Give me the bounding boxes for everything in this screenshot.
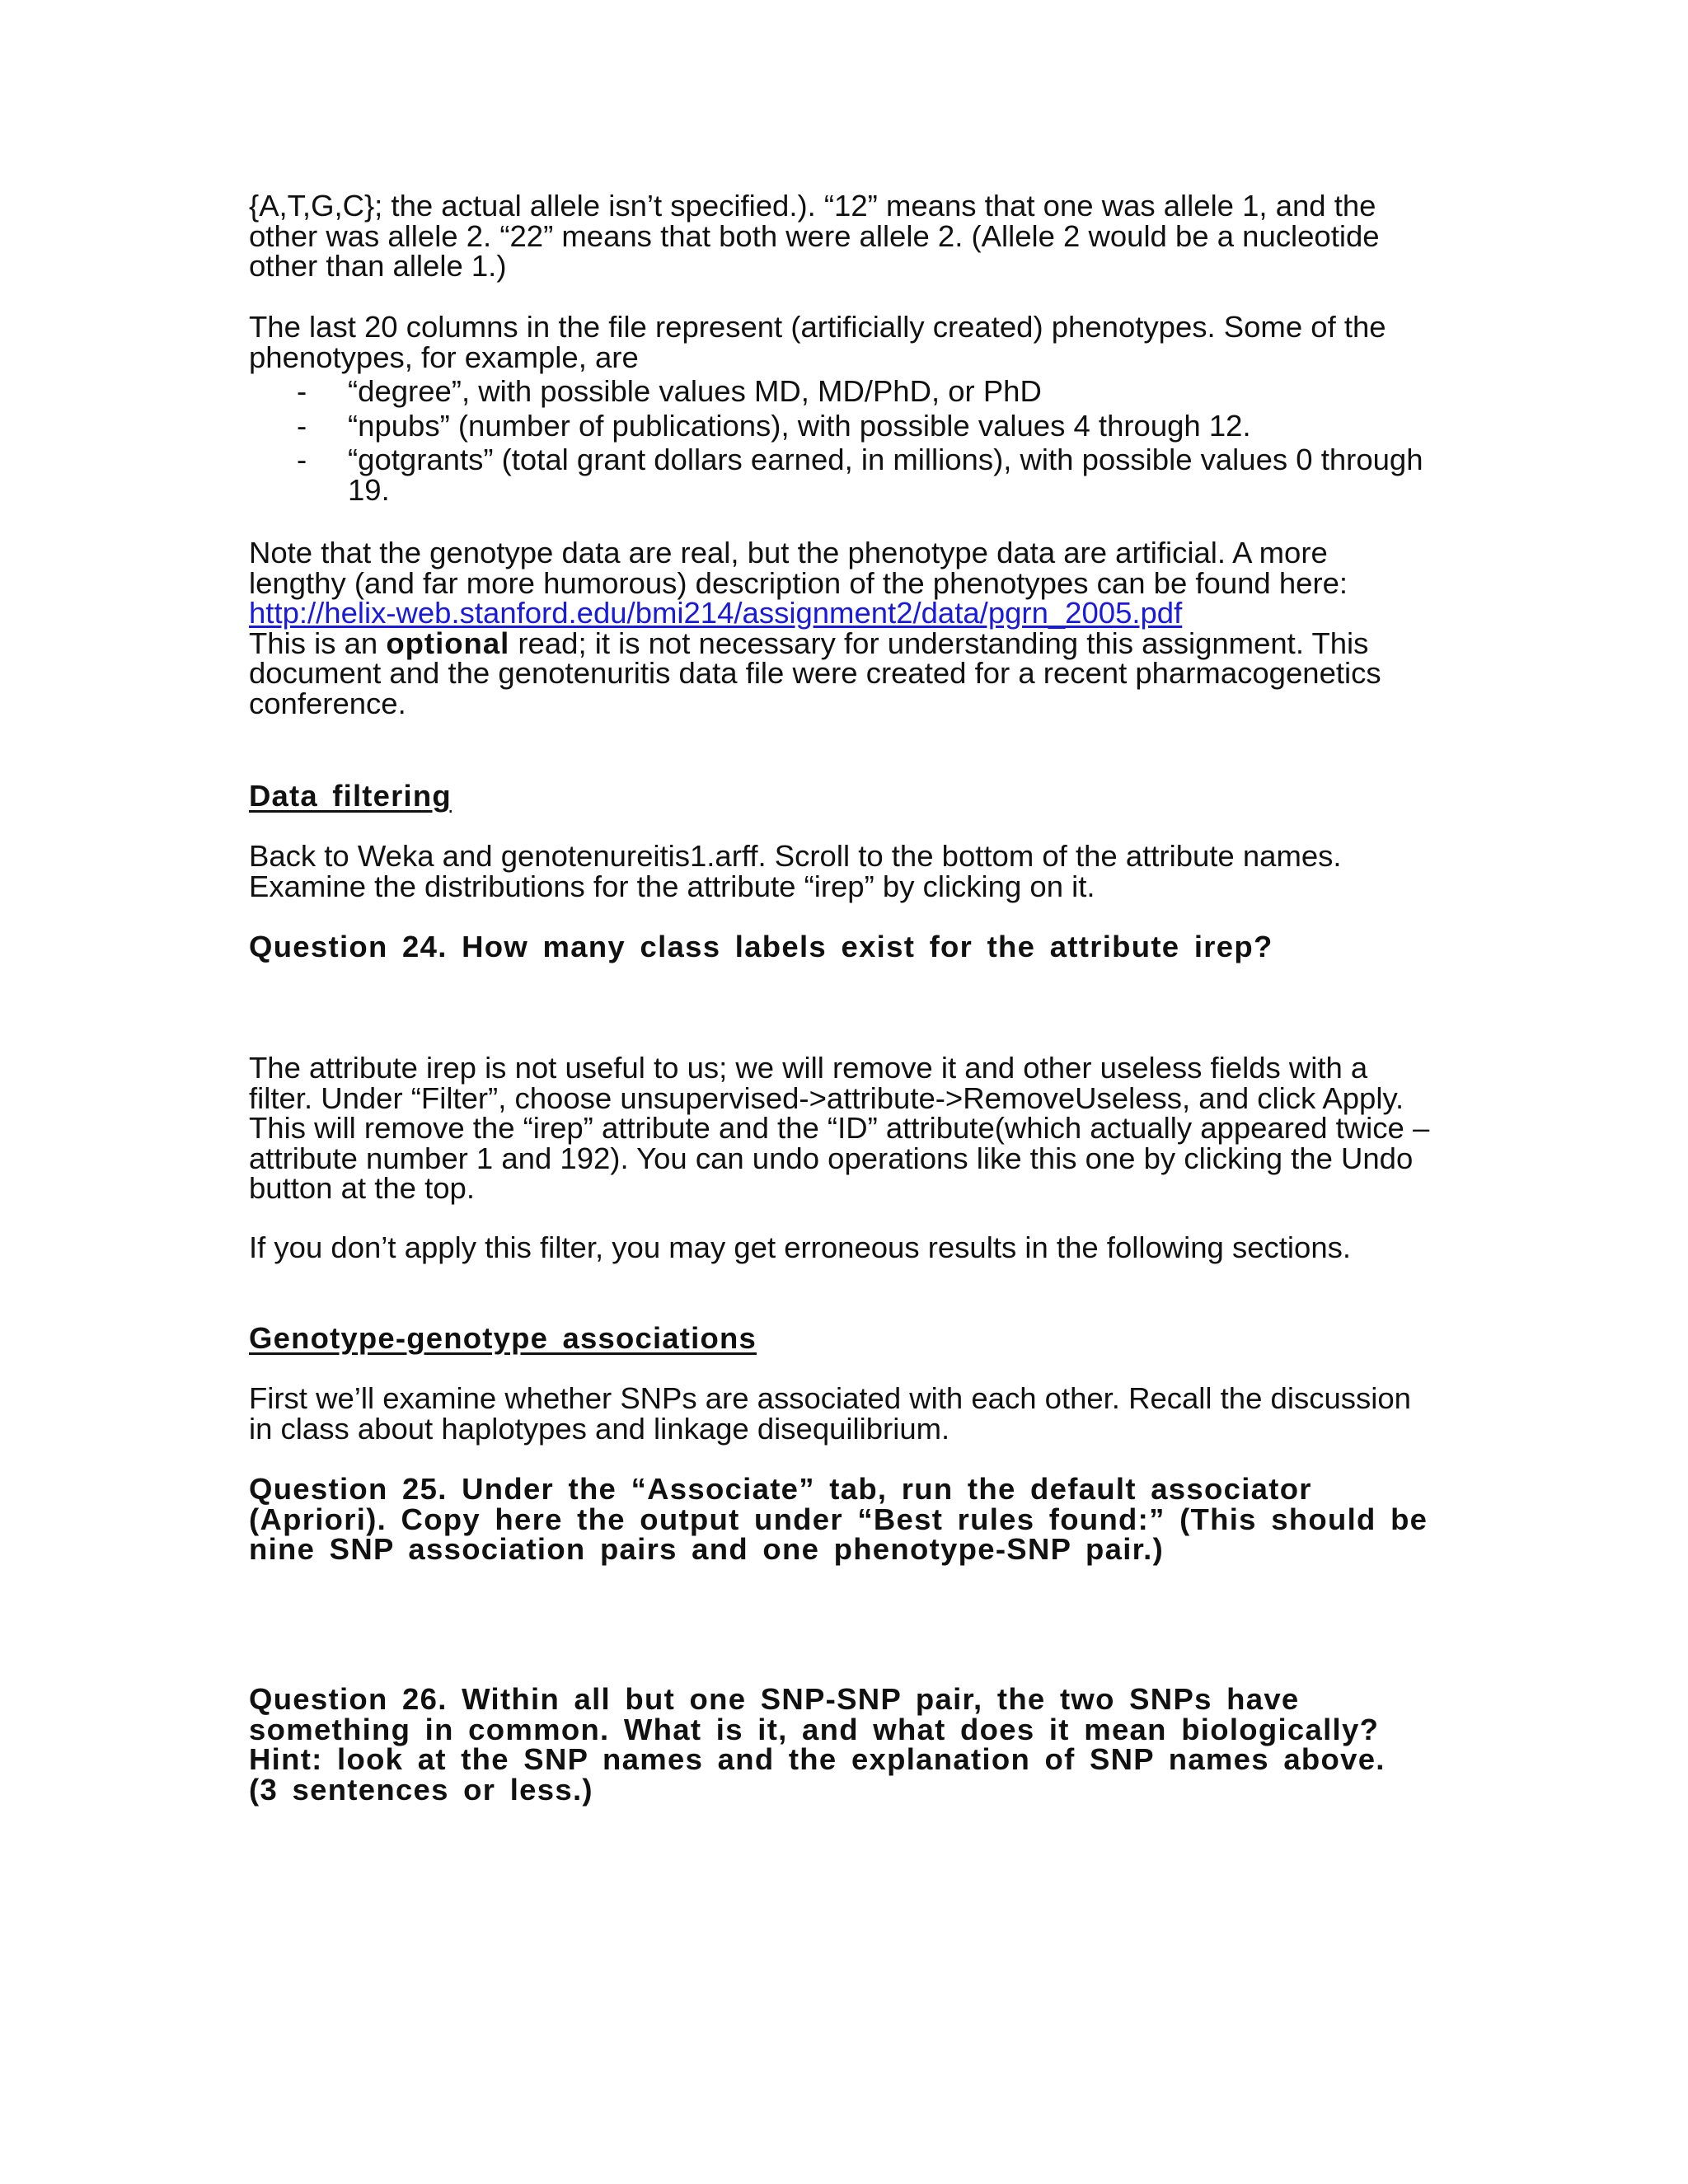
text-line: {A,T,G,C}; the actual allele isn’t specified.). “12” means that one was allele 1, and the: [249, 189, 1376, 223]
list-item: [249, 374, 1485, 408]
question-line: (Apriori). Copy here the output under “Best rules found:” (This should be: [249, 1502, 1428, 1536]
question-24: Question 24. How many class labels exist for the attribute irep?: [249, 930, 1273, 963]
text-fragment: read; it is not necessary for understanding this assignment. This: [509, 626, 1369, 660]
text-line: lengthy (and far more humorous) description of the phenotypes can be found here:: [249, 565, 1348, 600]
text-line: button at the top.: [249, 1171, 475, 1205]
text-line: Note that the genotype data are real, but the phenotype data are artificial. A more: [249, 536, 1328, 569]
text-line: attribute number 1 and 192). You can undo operations like this one by clicking the Undo: [249, 1141, 1414, 1175]
pgrn-pdf-link[interactable]: http://helix-web.stanford.edu/bmi214/assignment2/data/pgrn_2005.pdf: [249, 596, 1183, 630]
genotype-associations-heading: Genotype-genotype associations: [249, 1321, 757, 1355]
phenotype-list: [249, 374, 1485, 507]
filter-warning: If you don’t apply this filter, you may get erroneous results in the following sections.: [249, 1230, 1352, 1264]
text-line: filter. Under “Filter”, choose unsupervised->attribute->RemoveUseless, and click Apply.: [249, 1080, 1404, 1115]
question-line: something in common. What is it, and what does it mean biologically?: [249, 1712, 1380, 1746]
text-line: The last 20 columns in the file represent (artificially created) phenotypes. Some of the: [249, 310, 1386, 344]
optional-read-line: [249, 626, 1381, 660]
list-item-text: “degree”, with possible values MD, MD/PhD, or PhD: [348, 374, 1042, 408]
list-item: [249, 445, 1485, 505]
text-line: Back to Weka and genotenureitis1.arff. Scroll to the bottom of the attribute names.: [249, 839, 1342, 873]
note-paragraph: [249, 538, 1381, 719]
text-fragment: This is an: [249, 626, 387, 660]
question-line: nine SNP association pairs and one phenotype-SNP pair.): [249, 1532, 1165, 1566]
text-line: The attribute irep is not useful to us; we will remove it and other useless fields with a: [249, 1051, 1368, 1085]
text-line: phenotypes, for example, are: [249, 340, 639, 374]
bullet-dash: -: [297, 374, 307, 408]
question-26: [249, 1682, 1386, 1807]
question-line: Hint: look at the SNP names and the explanation of SNP names above.: [249, 1742, 1386, 1776]
text-line: conference.: [249, 686, 406, 720]
text-line: document and the genotenuritis data file were created for a recent pharmacogenetics: [249, 656, 1381, 690]
data-filtering-heading: Data filtering: [249, 779, 452, 813]
list-item-text: “npubs” (number of publications), with possible values 4 through 12.: [348, 408, 1251, 443]
question-line: (3 sentences or less.): [249, 1772, 593, 1807]
genotype-associations-intro: [249, 1381, 1411, 1446]
question-line: Question 26. Within all but one SNP-SNP pair, the two SNPs have: [249, 1682, 1300, 1716]
allele-explanation-paragraph: [249, 191, 1380, 282]
question-line: Question 25. Under the “Associate” tab, run the default associator: [249, 1472, 1312, 1506]
text-line: First we’ll examine whether SNPs are associated with each other. Recall the discussion: [249, 1381, 1411, 1415]
data-filtering-intro: [249, 841, 1342, 902]
filter-instructions-paragraph: [249, 1053, 1429, 1204]
list-item-text: “gotgrants” (total grant dollars earned, in millions), with possible values 0 through: [348, 443, 1423, 476]
optional-emphasis: optional: [386, 626, 510, 660]
phenotypes-paragraph: [249, 312, 1386, 373]
list-item: [249, 408, 1485, 443]
text-line: This will remove the “irep” attribute and the “ID” attribute(which actually appeared twice –: [249, 1111, 1430, 1145]
text-line: in class about haplotypes and linkage disequilibrium.: [249, 1411, 950, 1446]
bullet-dash: -: [297, 408, 307, 443]
list-item-text: 19.: [348, 472, 390, 507]
text-line: other was allele 2. “22” means that both were allele 2. (Allele 2 would be a nucleotide: [249, 218, 1380, 253]
bullet-dash: -: [297, 443, 307, 476]
question-25: [249, 1474, 1428, 1565]
text-line: Examine the distributions for the attribute “irep” by clicking on it.: [249, 869, 1095, 903]
text-line: other than allele 1.): [249, 249, 507, 283]
